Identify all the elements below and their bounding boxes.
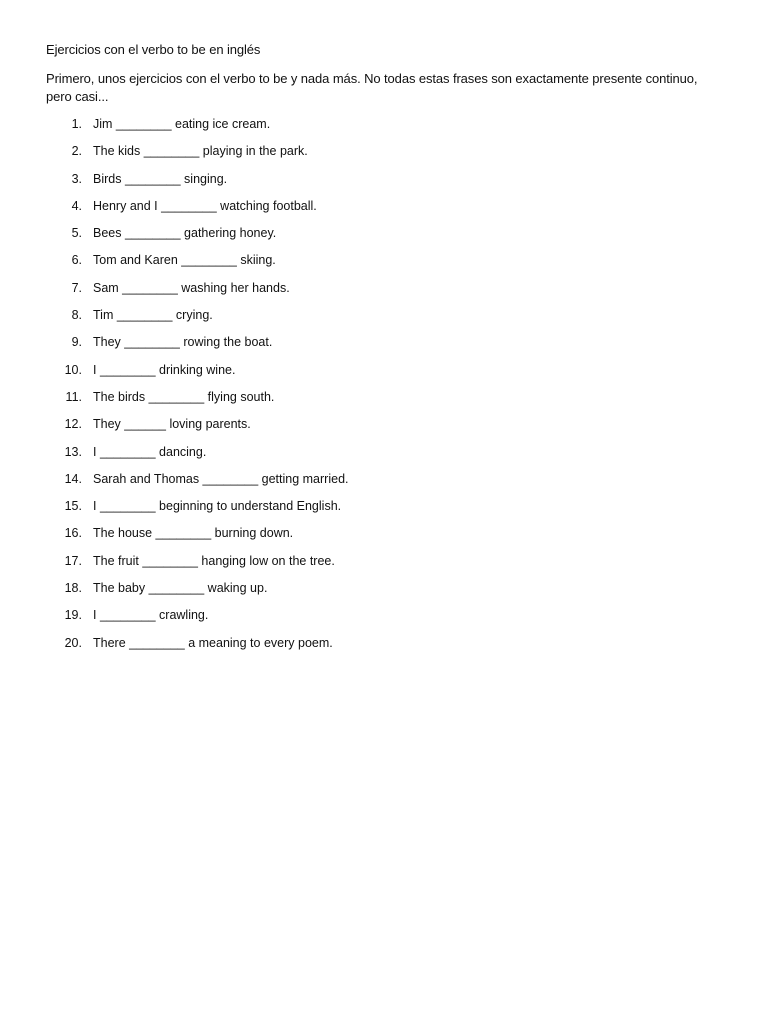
item-number: 12. (64, 417, 82, 432)
item-number: 16. (64, 526, 82, 541)
item-text: Sam ________ washing her hands. (93, 280, 290, 295)
item-text: Tim ________ crying. (93, 308, 213, 323)
item-number: 13. (64, 444, 82, 459)
item-text: Sarah and Thomas ________ getting married. (93, 471, 349, 486)
item-number: 11. (65, 389, 82, 404)
item-text: Bees ________ gathering honey. (93, 226, 277, 241)
item-text: I ________ beginning to understand English. (93, 499, 342, 514)
item-number: 2. (71, 144, 82, 159)
item-text: They ________ rowing the boat. (93, 335, 273, 350)
item-number: 18. (64, 581, 82, 596)
document-intro: Primero, unos ejercicios con el verbo to be y nada más. No todas estas frases son exactamente presente continuo, pero casi... (46, 71, 698, 104)
item-text: They ______ loving parents. (93, 417, 251, 432)
item-text: The fruit ________ hanging low on the tree. (93, 553, 335, 568)
item-number: 19. (64, 608, 82, 623)
item-text: Birds ________ singing. (93, 171, 228, 186)
item-text: The baby ________ waking up. (93, 581, 268, 596)
item-text: I ________ dancing. (93, 444, 207, 459)
item-number: 8. (71, 308, 82, 323)
item-text: I ________ crawling. (93, 608, 209, 623)
item-number: 20. (64, 635, 82, 650)
item-number: 1. (71, 117, 82, 131)
item-text: Tom and Karen ________ skiing. (93, 253, 276, 268)
item-number: 9. (71, 335, 82, 350)
item-number: 15. (64, 499, 82, 514)
item-number: 3. (71, 171, 82, 186)
item-text: There ________ a meaning to every poem. (93, 635, 333, 650)
item-number: 10. (64, 362, 82, 377)
item-number: 5. (71, 226, 82, 241)
item-number: 4. (71, 198, 82, 213)
item-text: Henry and I ________ watching football. (93, 198, 317, 213)
item-text: The birds ________ flying south. (93, 389, 275, 404)
item-text: Jim ________ eating ice cream. (93, 117, 271, 131)
item-number: 7. (71, 280, 82, 295)
item-number: 14. (64, 471, 82, 486)
document-title: Ejercicios con el verbo to be en inglés (46, 42, 261, 57)
item-number: 6. (71, 253, 82, 268)
item-text: I ________ drinking wine. (93, 362, 236, 377)
item-text: The house ________ burning down. (93, 526, 294, 541)
item-number: 17. (64, 553, 82, 568)
item-text: The kids ________ playing in the park. (93, 144, 308, 159)
